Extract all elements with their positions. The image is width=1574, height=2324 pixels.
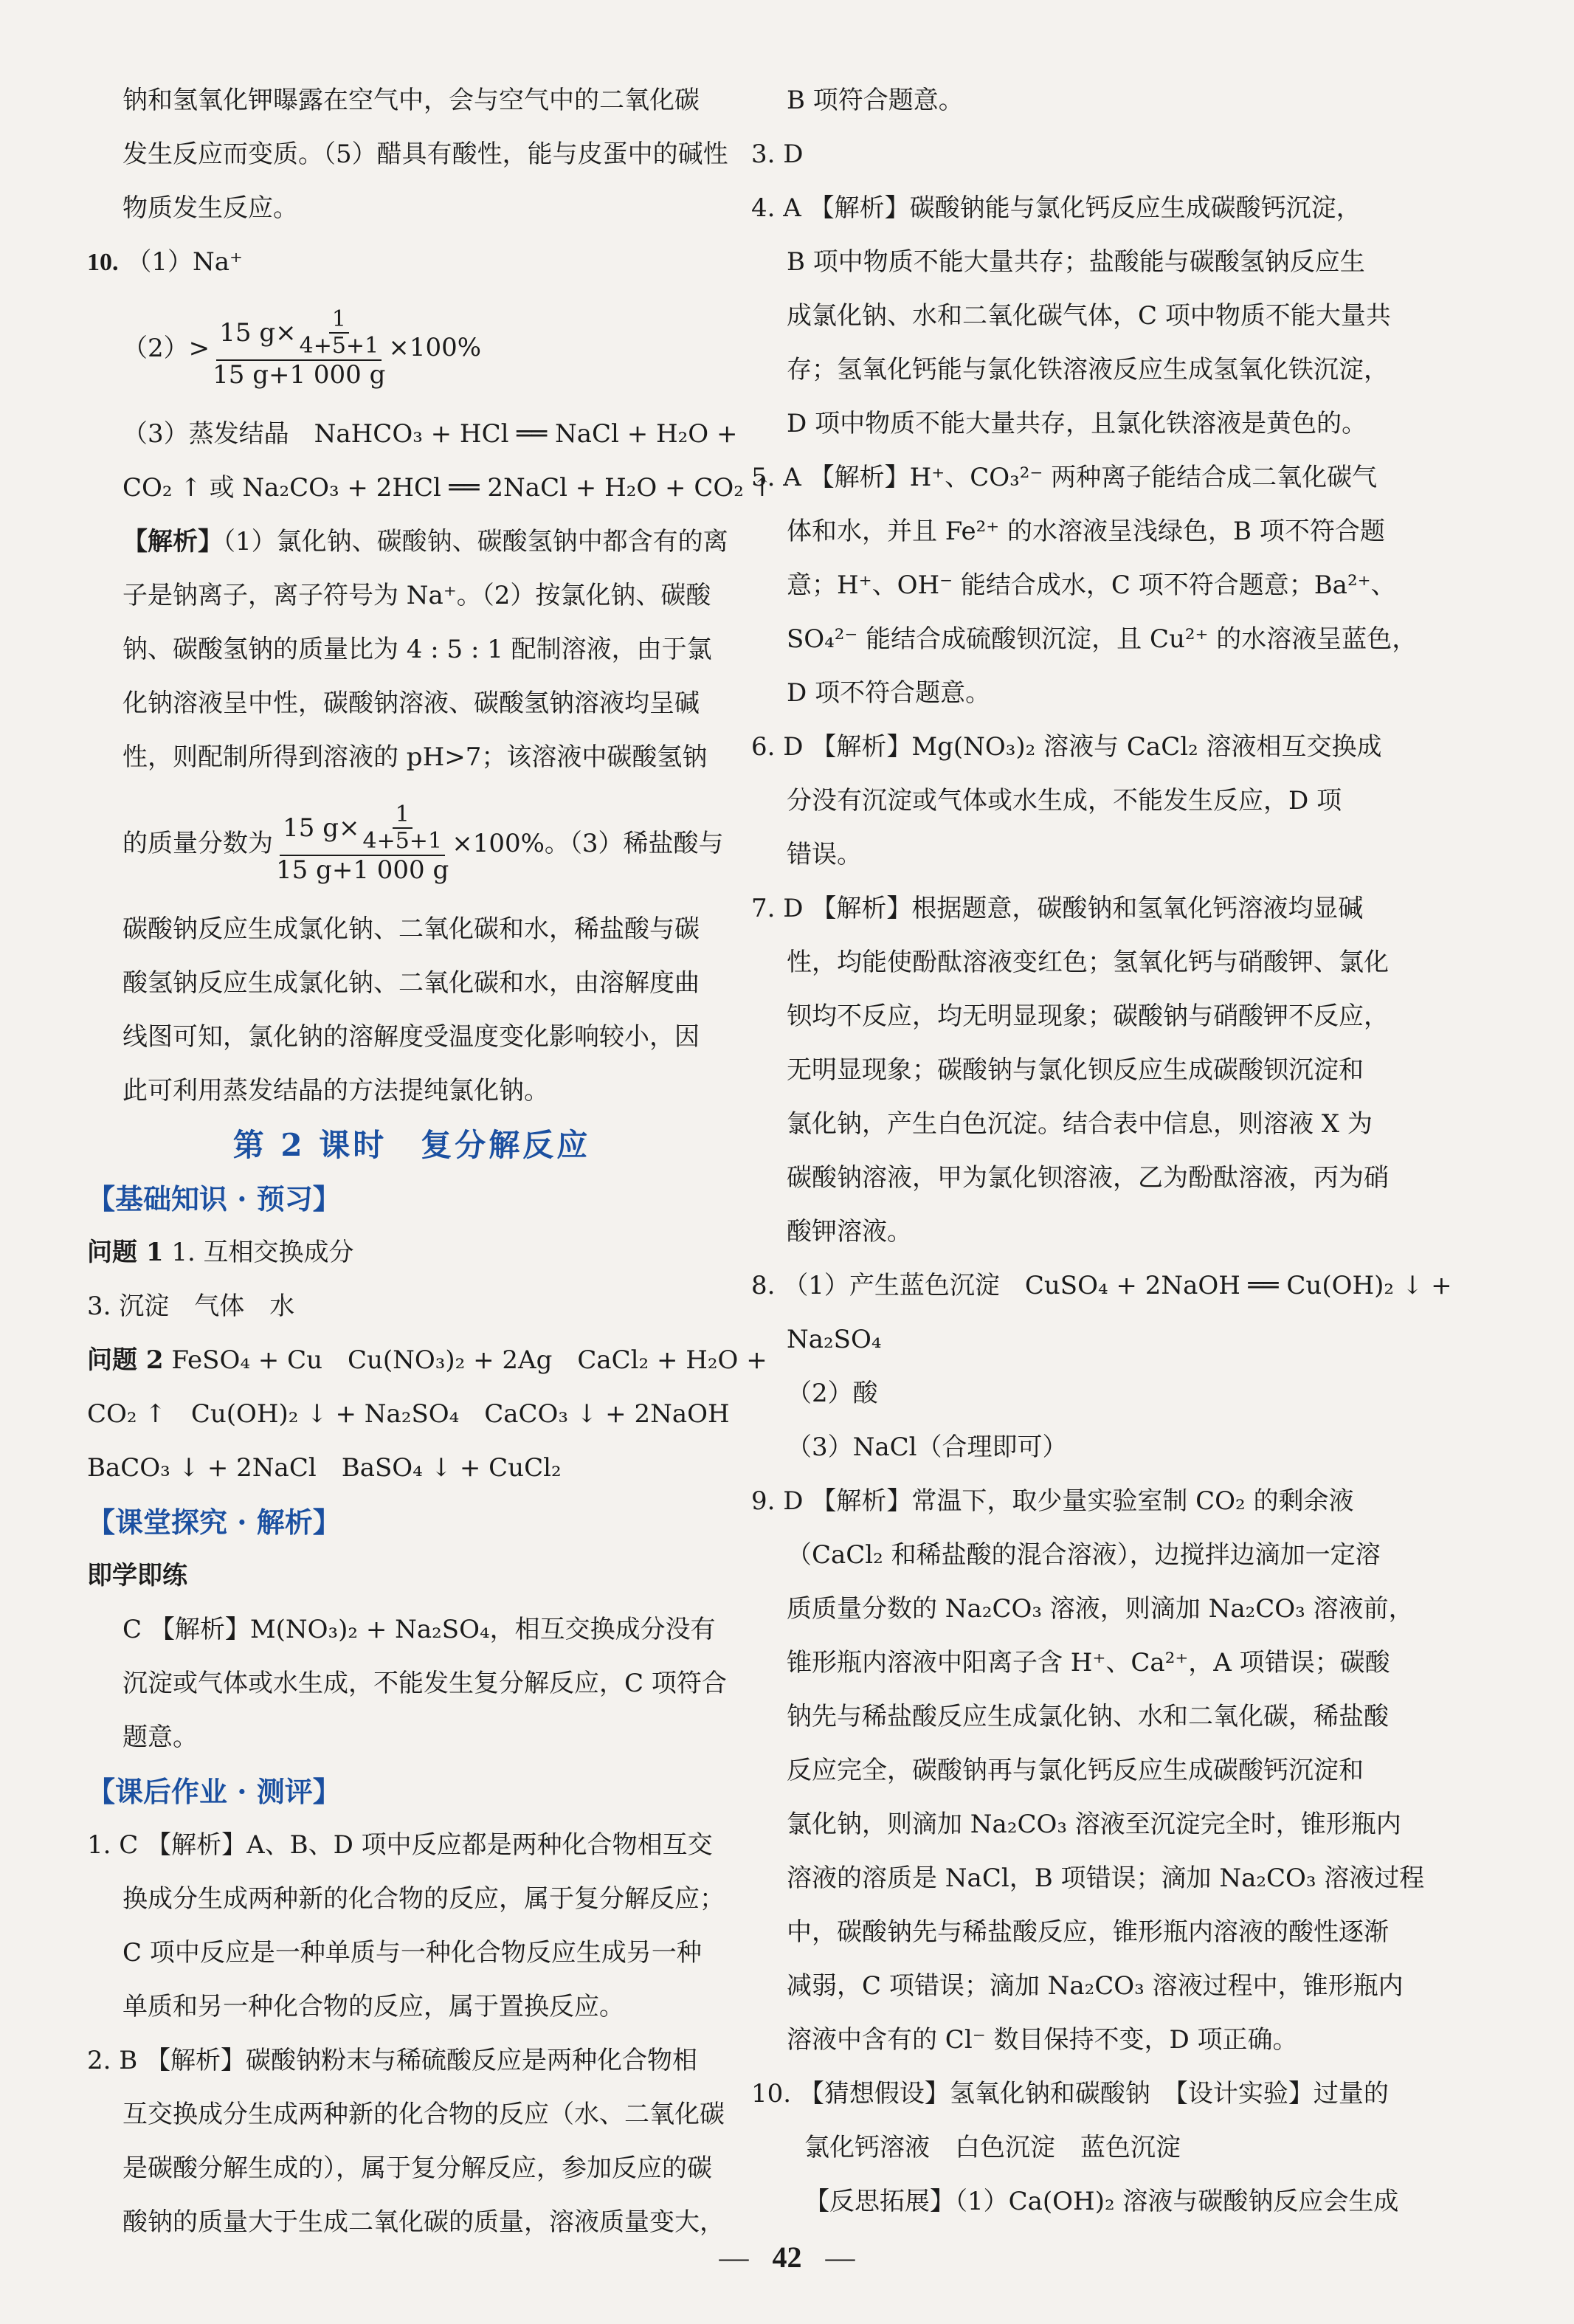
fraction-numerator: 15 g× — [283, 813, 360, 843]
text-line: 成氯化钠、水和二氧化碳气体，C 项中物质不能大量共 — [787, 301, 1391, 331]
mini-numerator: 1 — [393, 802, 413, 830]
text-line: CO₂ ↑ Cu(OH)₂ ↓ + Na₂SO₄ CaCO₃ ↓ + 2NaOH — [87, 1399, 730, 1429]
text-line: 锥形瓶内溶液中阳离子含 H⁺、Ca²⁺，A 项错误；碳酸 — [787, 1648, 1390, 1678]
text-line: 无明显现象；碳酸钠与氯化钡反应生成碳酸钡沉淀和 — [787, 1055, 1364, 1085]
subsection-heading: 即学即练 — [87, 1561, 187, 1590]
question-line — [87, 1334, 767, 1387]
fraction — [210, 307, 481, 390]
text-line: （3）NaCl（合理即可） — [787, 1432, 1068, 1462]
text-line: 10. 【猜想假设】氢氧化钠和碳酸钠 【设计实验】过量的 — [751, 2079, 1389, 2109]
text-line: 钡均不反应，均无明显现象；碳酸钠与硝酸钾不反应， — [787, 1001, 1389, 1031]
mini-numerator: 1 — [329, 307, 349, 334]
text-line: 分没有沉淀或气体或水生成，不能发生反应，D 项 — [787, 786, 1342, 816]
text-line: 反应完全，碳酸钠再与氯化钙反应生成碳酸钙沉淀和 — [787, 1756, 1364, 1785]
text: ×100%。（3）稀盐酸与 — [452, 828, 724, 858]
question-number: 10. — [87, 249, 119, 276]
text-line: 减弱，C 项错误；滴加 Na₂CO₃ 溶液过程中，锥形瓶内 — [787, 1971, 1404, 2001]
text-line: 性，均能使酚酞溶液变红色；氢氧化钙与硝酸钾、氯化 — [787, 948, 1389, 977]
fraction-denominator: 15 g+1 000 g — [213, 359, 386, 390]
text-line: 碳酸钠反应生成氯化钠、二氧化碳和水，稀盐酸与碳 — [122, 914, 700, 944]
text-line: 单质和另一种化合物的反应，属于置换反应。 — [122, 1992, 624, 2021]
text-line: 意；H⁺、OH⁻ 能结合成水，C 项不符合题意；Ba²⁺、 — [787, 570, 1396, 600]
text-line: BaCO₃ ↓ + 2NaCl BaSO₄ ↓ + CuCl₂ — [87, 1453, 562, 1483]
section-heading: 【基础知识 · 预习】 — [87, 1182, 341, 1216]
fraction-line — [87, 785, 736, 903]
text-line: 3. D — [751, 139, 804, 169]
text-line: 沉淀或气体或水生成，不能发生复分解反应，C 项符合 — [122, 1669, 727, 1698]
analysis-line — [87, 515, 736, 569]
text-line: 换成分生成两种新的化合物的反应，属于复分解反应； — [122, 1884, 725, 1914]
text-line: 钠、碳酸氢钠的质量比为 4 : 5 : 1 配制溶液，由于氯 — [122, 635, 712, 664]
footer-dash-right: — — [825, 2241, 855, 2274]
text-line: 体和水，并且 Fe²⁺ 的水溶液呈浅绿色，B 项不符合题 — [787, 517, 1385, 546]
text-line: 酸钠的质量大于生成二氧化碳的质量，溶液质量变大， — [122, 2207, 725, 2237]
fraction-denominator: 15 g+1 000 g — [276, 855, 449, 885]
text-line: 9. D 【解析】常温下，取少量实验室制 CO₂ 的剩余液 — [751, 1486, 1354, 1516]
text-line: 氯化钙溶液 白色沉淀 蓝色沉淀 — [804, 2133, 1181, 2162]
text-line: 钠先与稀盐酸反应生成氯化钠、水和二氧化碳，稀盐酸 — [787, 1702, 1389, 1731]
text-line: 中，碳酸钠先与稀盐酸反应，锥形瓶内溶液的酸性逐渐 — [787, 1917, 1389, 1947]
fraction — [273, 802, 452, 885]
mini-fraction — [363, 802, 443, 855]
text-line: 互交换成分生成两种新的化合物的反应（水、二氧化碳 — [122, 2100, 725, 2129]
answer-text: （1）Na⁺ — [126, 247, 243, 277]
question-label: 问题 1 — [87, 1238, 164, 1267]
text: FeSO₄ + Cu Cu(NO₃)₂ + 2Ag CaCl₂ + H₂O + — [171, 1345, 767, 1375]
page-footer — [0, 2240, 1574, 2275]
text-line: 8. （1）产生蓝色沉淀 CuSO₄ + 2NaOH ══ Cu(OH)₂ ↓ + — [751, 1271, 1452, 1300]
analysis-tag: 【解析】 — [122, 527, 223, 556]
footer-dash-left: — — [719, 2241, 749, 2274]
text-line: （3）蒸发结晶 NaHCO₃ + HCl ══ NaCl + H₂O + — [122, 419, 738, 449]
question-line — [87, 1226, 736, 1280]
section-heading: 【课堂探究 · 解析】 — [87, 1506, 341, 1539]
text-line: 酸氢钠反应生成氯化钠、二氧化碳和水，由溶解度曲 — [122, 968, 700, 998]
mini-denominator: 4+5+1 — [299, 333, 379, 359]
mini-denominator: 4+5+1 — [362, 828, 443, 855]
text-line: 4. A 【解析】碳酸钠能与氯化钙反应生成碳酸钙沉淀， — [751, 193, 1361, 223]
text-line: 氯化钠，产生白色沉淀。结合表中信息，则溶液 X 为 — [787, 1109, 1373, 1139]
text-line: Na₂SO₄ — [787, 1325, 882, 1354]
page-number: 42 — [772, 2241, 802, 2274]
section-heading: 【课后作业 · 测评】 — [87, 1775, 341, 1808]
text-line: 氯化钠，则滴加 Na₂CO₃ 溶液至沉淀完全时，锥形瓶内 — [787, 1810, 1401, 1839]
text-line: 错误。 — [787, 840, 862, 869]
text-line: 质质量分数的 Na₂CO₃ 溶液，则滴加 Na₂CO₃ 溶液前， — [787, 1594, 1414, 1624]
text-line: 性，则配制所得到溶液的 pH>7；该溶液中碳酸氢钠 — [122, 742, 708, 772]
text-line: 1. C 【解析】A、B、D 项中反应都是两种化合物相互交 — [87, 1830, 713, 1860]
lesson-title: 第 2 课时 复分解反应 — [232, 1127, 591, 1163]
text-line: 钠和氢氧化钾曝露在空气中，会与空气中的二氧化碳 — [122, 86, 700, 115]
text-line: SO₄²⁻ 能结合成硫酸钡沉淀，且 Cu²⁺ 的水溶液呈蓝色， — [787, 624, 1418, 654]
text-line: 2. B 【解析】碳酸钠粉末与稀硫酸反应是两种化合物相 — [87, 2046, 698, 2075]
left-column — [87, 74, 773, 2249]
text-line: 存；氢氧化钙能与氯化铁溶液反应生成氢氧化铁沉淀， — [787, 355, 1389, 385]
text-line: （2）酸 — [787, 1379, 878, 1408]
text-line: 碳酸钠溶液，甲为氯化钡溶液，乙为酚酞溶液，丙为硝 — [787, 1163, 1389, 1193]
text-line: B 项中物质不能大量共存；盐酸能与碳酸氢钠反应生 — [787, 247, 1365, 277]
right-column — [751, 74, 1452, 2229]
text-line: 是碳酸分解生成的），属于复分解反应，参加反应的碳 — [122, 2154, 712, 2183]
text: （1）氯化钠、碳酸钠、碳酸氢钠中都含有的离 — [223, 527, 728, 556]
fraction-line — [87, 289, 736, 407]
mini-fraction — [300, 307, 379, 359]
text-line: 线图可知，氯化钠的溶解度受温度变化影响较小，因 — [122, 1022, 700, 1052]
text-line: 溶液的溶质是 NaCl，B 项错误；滴加 Na₂CO₃ 溶液过程 — [787, 1863, 1425, 1893]
text-line: 物质发生反应。 — [122, 193, 298, 223]
text-line: D 项中物质不能大量共存，且氯化铁溶液是黄色的。 — [787, 409, 1367, 438]
text-line: 5. A 【解析】H⁺、CO₃²⁻ 两种离子能结合成二氧化碳气 — [751, 463, 1378, 492]
question-10 — [87, 235, 736, 289]
text-line: 溶液中含有的 Cl⁻ 数目保持不变，D 项正确。 — [787, 2025, 1298, 2055]
answer-text: （2）> — [122, 333, 210, 363]
text-line: 6. D 【解析】Mg(NO₃)₂ 溶液与 CaCl₂ 溶液相互交换成 — [751, 732, 1382, 762]
text: 1. 互相交换成分 — [171, 1238, 354, 1267]
text-line: （CaCl₂ 和稀盐酸的混合溶液），边搅拌边滴加一定溶 — [787, 1540, 1381, 1570]
text-line: CO₂ ↑ 或 Na₂CO₃ + 2HCl ══ 2NaCl + H₂O + CO₂ ↑ — [122, 473, 773, 503]
text-line: 化钠溶液呈中性，碳酸钠溶液、碳酸氢钠溶液均呈碱 — [122, 689, 700, 718]
text-line: 酸钾溶液。 — [787, 1217, 912, 1247]
text-line: 题意。 — [122, 1723, 198, 1752]
text-line: C 项中反应是一种单质与一种化合物反应生成另一种 — [122, 1938, 702, 1968]
text-line: D 项不符合题意。 — [787, 678, 991, 708]
fraction-numerator: 15 g× — [219, 317, 297, 348]
fraction-suffix: ×100% — [388, 333, 482, 363]
text: 的质量分数为 — [122, 828, 273, 858]
text-line: 3. 沉淀 气体 水 — [87, 1292, 295, 1321]
text-line: B 项符合题意。 — [787, 86, 964, 115]
text-line: C 【解析】M(NO₃)₂ + Na₂SO₄，相互交换成分没有 — [122, 1615, 716, 1644]
text-line: 7. D 【解析】根据题意，碳酸钠和氢氧化钙溶液均显碱 — [751, 894, 1364, 923]
question-label: 问题 2 — [87, 1345, 164, 1375]
text-line: 【反思拓展】（1）Ca(OH)₂ 溶液与碳酸钠反应会生成 — [804, 2187, 1399, 2216]
text-line: 此可利用蒸发结晶的方法提纯氯化钠。 — [122, 1076, 549, 1106]
text-line: 子是钠离子，离子符号为 Na⁺。（2）按氯化钠、碳酸 — [122, 581, 711, 610]
text-line: 发生反应而变质。（5）醋具有酸性，能与皮蛋中的碱性 — [122, 139, 728, 169]
